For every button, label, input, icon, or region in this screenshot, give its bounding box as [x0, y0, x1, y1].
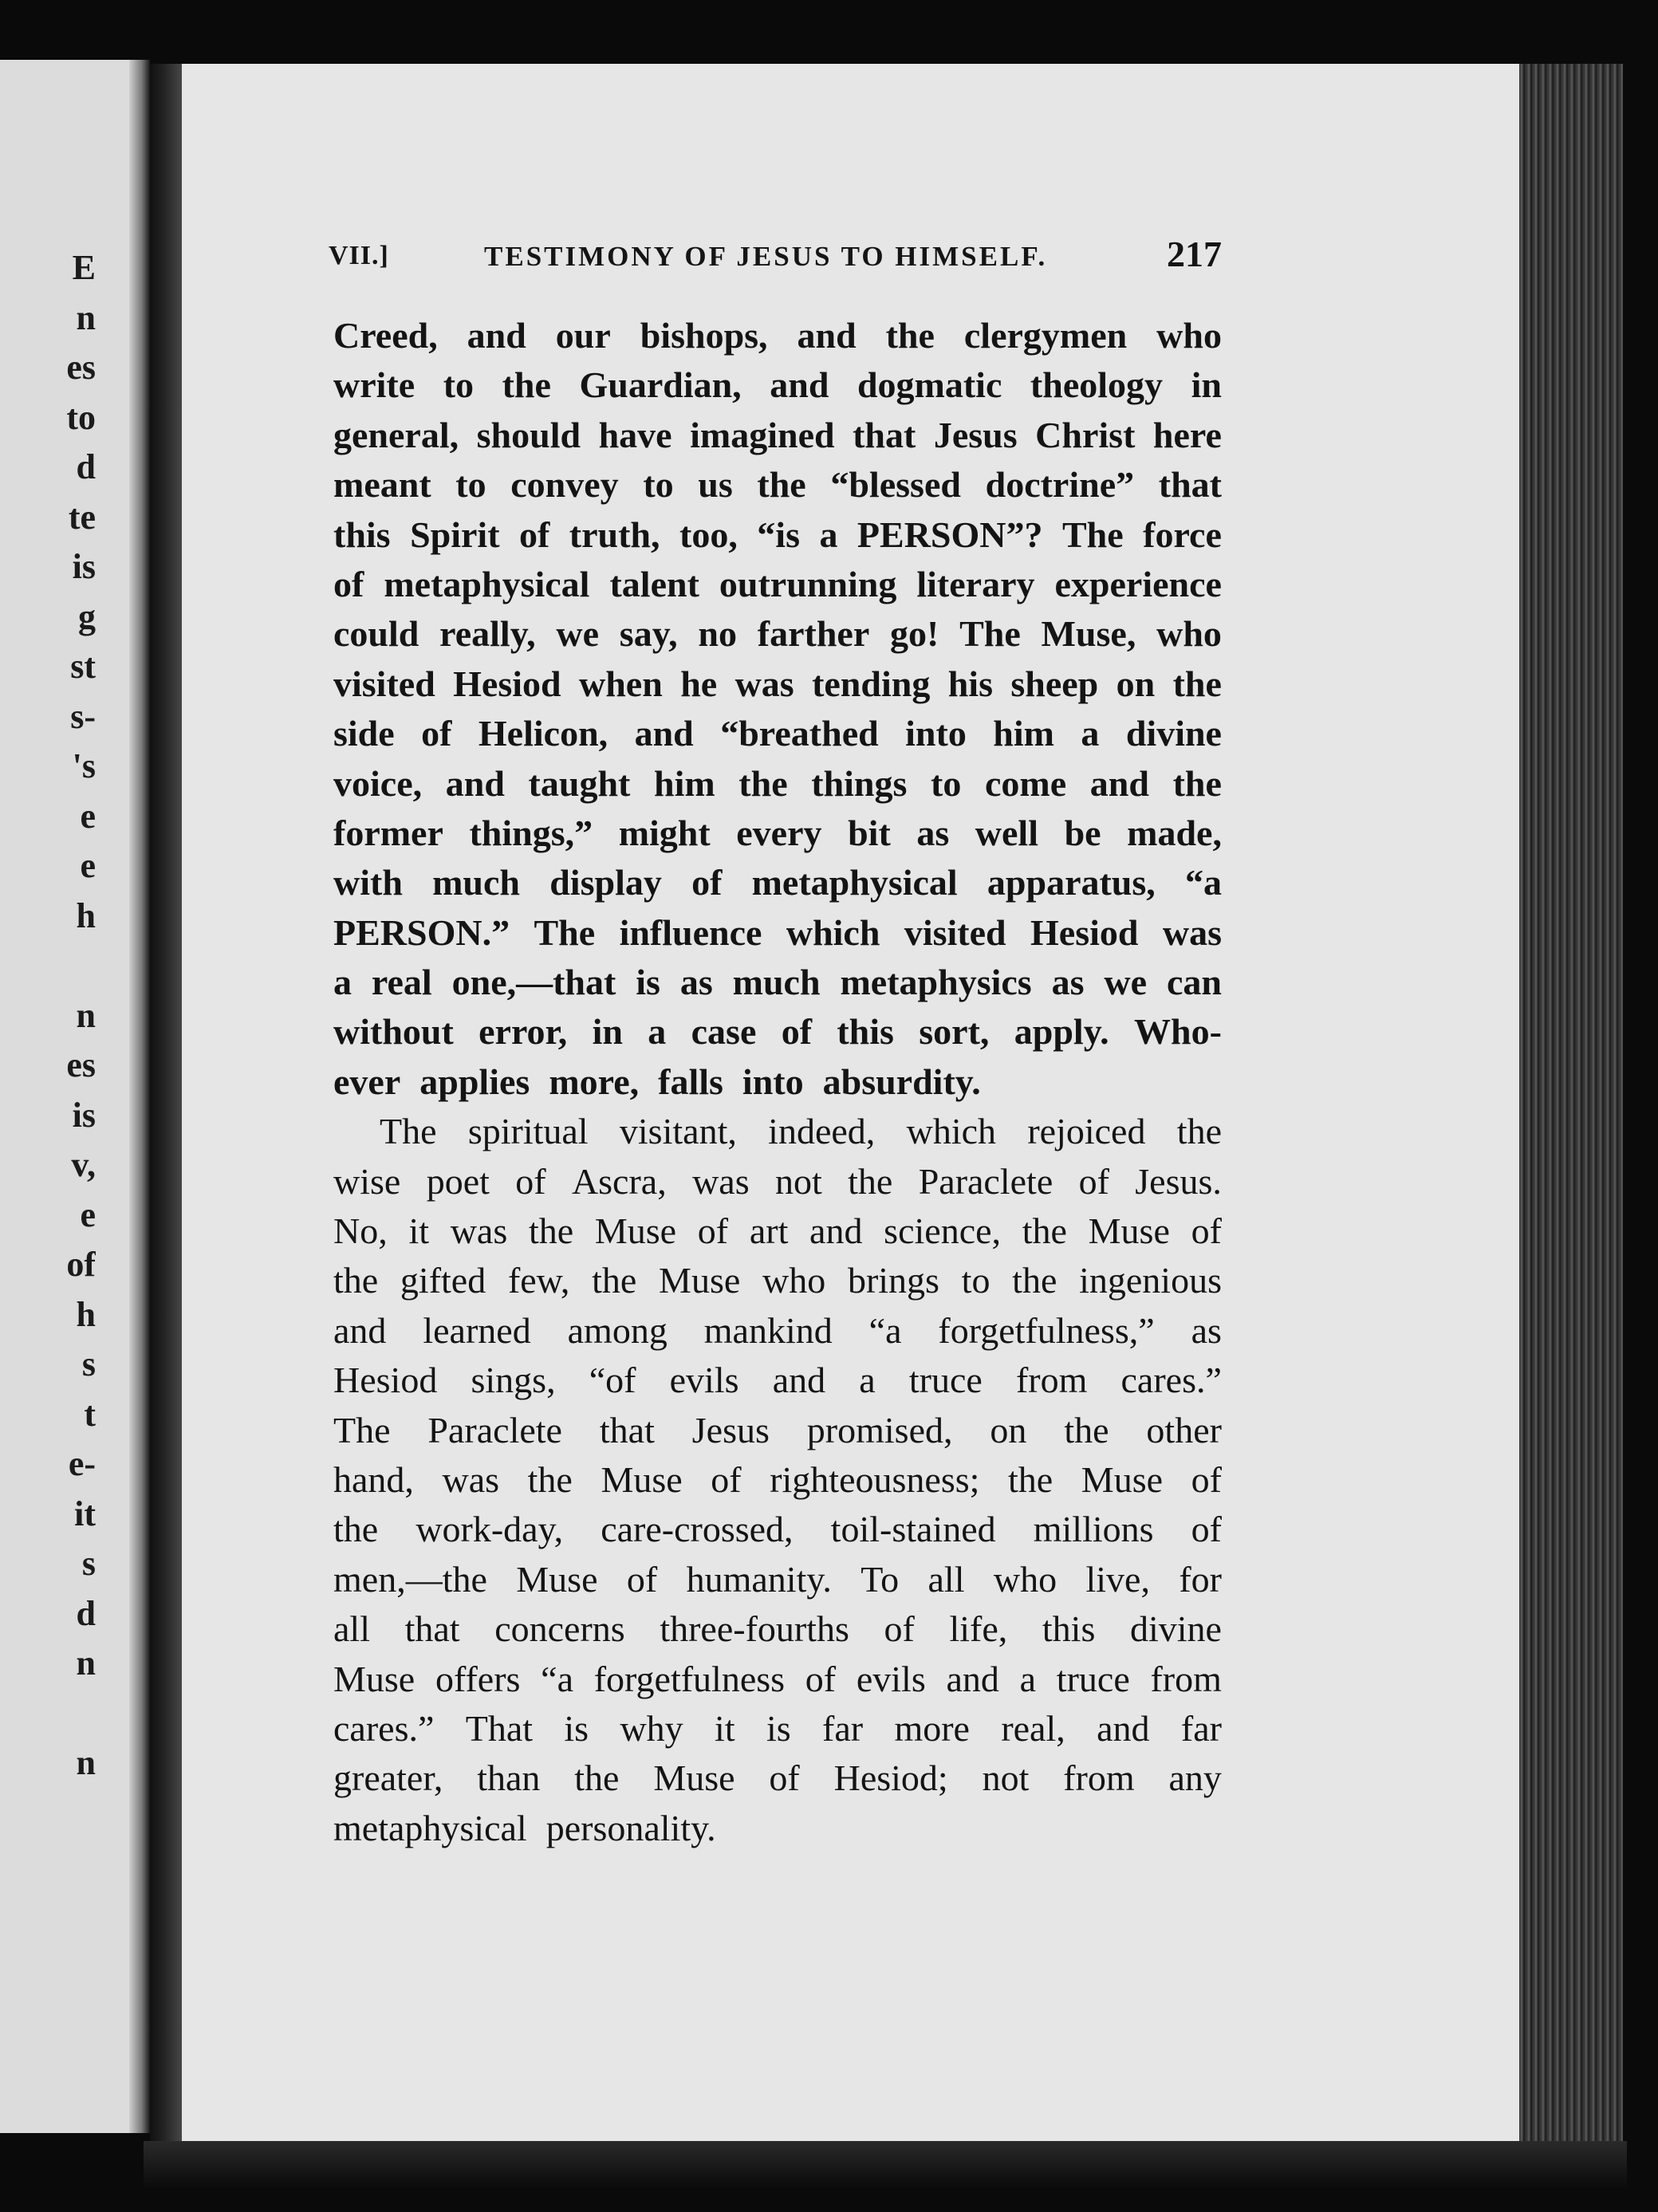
left-facing-page	[0, 60, 150, 2133]
left-page-fragment: e	[80, 846, 96, 885]
text-line: ever applies more, falls into absurdity.	[333, 1061, 981, 1102]
text-line: No, it was the Muse of art and science, the Muse of	[333, 1210, 1222, 1252]
left-page-fragment	[0, 941, 96, 991]
left-page-fragment: n	[76, 1743, 96, 1782]
left-page-fragment: s	[81, 1544, 96, 1583]
text-line: could really, we say, no farther go! The Muse, who	[333, 613, 1222, 655]
text-line: visited Hesiod when he was tending his sheep on the	[333, 663, 1222, 704]
page-number: 217	[1167, 234, 1222, 274]
left-page-fragment: e-	[68, 1444, 96, 1483]
left-page-fragment: is	[72, 547, 96, 586]
text-line: of metaphysical talent outrunning literary experience	[333, 563, 1222, 604]
text-line: Muse offers “a forgetfulness of evils and a truce from	[333, 1658, 1222, 1699]
left-page-fragment: e	[80, 796, 96, 836]
text-line: greater, than the Muse of Hesiod; not from any	[333, 1757, 1222, 1799]
text-line: The Paraclete that Jesus promised, on the other	[333, 1409, 1222, 1450]
text-line: Creed, and our bishops, and the clergymen who	[333, 315, 1222, 356]
text-line: this Spirit of truth, too, “is a PERSON”? The force	[333, 514, 1222, 555]
left-page-fragment: n	[76, 297, 96, 337]
text-line: cares.” That is why it is far more real, and far	[333, 1707, 1222, 1749]
text-line: side of Helicon, and “breathed into him a divine	[333, 713, 1222, 754]
left-page-fragment: es	[66, 1045, 96, 1084]
left-page-fragment: it	[74, 1494, 96, 1533]
text-line: wise poet of Ascra, was not the Paraclete of Jesus.	[333, 1160, 1222, 1202]
text-line: Hesiod sings, “of evils and a truce from cares.”	[333, 1360, 1222, 1401]
left-page-gutter	[129, 60, 150, 2133]
left-page-fragment: is	[72, 1095, 96, 1135]
left-page-fragment: 's	[72, 746, 96, 785]
text-line: PERSON.” The influence which visited Hesiod was	[333, 911, 1222, 953]
book-spine-shadow	[150, 64, 183, 2145]
left-page-fragment: to	[66, 397, 96, 437]
left-page-fragment: of	[66, 1245, 96, 1284]
left-page-fragment: h	[76, 895, 96, 935]
left-page-fragment: t	[84, 1394, 96, 1434]
left-page-fragment: E	[72, 248, 96, 287]
text-line: meant to convey to us the “blessed doctrine” that	[333, 464, 1222, 506]
running-head	[329, 236, 1222, 276]
left-page-fragment: v,	[71, 1145, 96, 1184]
left-page-fragment	[0, 1689, 96, 1739]
text-line: general, should have imagined that Jesus Christ here	[333, 414, 1222, 455]
page-edges	[1519, 64, 1623, 2149]
text-line: without error, in a case of this sort, apply. Who-	[333, 1011, 1222, 1053]
left-page-fragment: g	[78, 596, 96, 636]
left-page-fragment: es	[66, 348, 96, 387]
left-page-fragment: n	[76, 995, 96, 1035]
left-page-fragment: st	[70, 647, 96, 686]
chapter-number: VII.]	[329, 241, 389, 270]
left-page-fragment: te	[68, 497, 96, 537]
text-line: voice, and taught him the things to come and the	[333, 762, 1222, 804]
running-title: TESTIMONY OF JESUS TO HIMSELF.	[484, 241, 1048, 272]
bottom-shadow	[144, 2141, 1627, 2189]
left-page-fragment: n	[76, 1643, 96, 1683]
left-page-fragment: s-	[70, 696, 96, 736]
left-page-fragment: d	[76, 1593, 96, 1633]
text-line: The spiritual visitant, indeed, which rejoiced the	[380, 1111, 1222, 1152]
text-line: and learned among mankind “a forgetfulness,” as	[333, 1309, 1222, 1351]
left-page-fragment: d	[76, 447, 96, 486]
left-page-text-fragments	[0, 243, 96, 1789]
left-page-fragment: h	[76, 1294, 96, 1334]
text-line: the work-day, care-crossed, toil-stained millions of	[333, 1509, 1222, 1550]
text-line: a real one,—that is as much metaphysics as we can	[333, 962, 1222, 1003]
text-line: metaphysical personality.	[333, 1807, 716, 1848]
page-body-text	[333, 311, 1222, 1853]
text-line: with much display of metaphysical apparatus, “a	[333, 862, 1222, 903]
left-page-fragment: s	[81, 1344, 96, 1383]
text-line: all that concerns three-fourths of life, this divine	[333, 1608, 1222, 1650]
text-line: write to the Guardian, and dogmatic theology in	[333, 364, 1222, 406]
left-page-fragment: e	[80, 1195, 96, 1234]
text-line: the gifted few, the Muse who brings to the ingenious	[333, 1260, 1222, 1301]
text-line: hand, was the Muse of righteousness; the Muse of	[333, 1458, 1222, 1500]
text-line: men,—the Muse of humanity. To all who live, for	[333, 1558, 1222, 1600]
text-line: former things,” might every bit as well be made,	[333, 812, 1222, 853]
